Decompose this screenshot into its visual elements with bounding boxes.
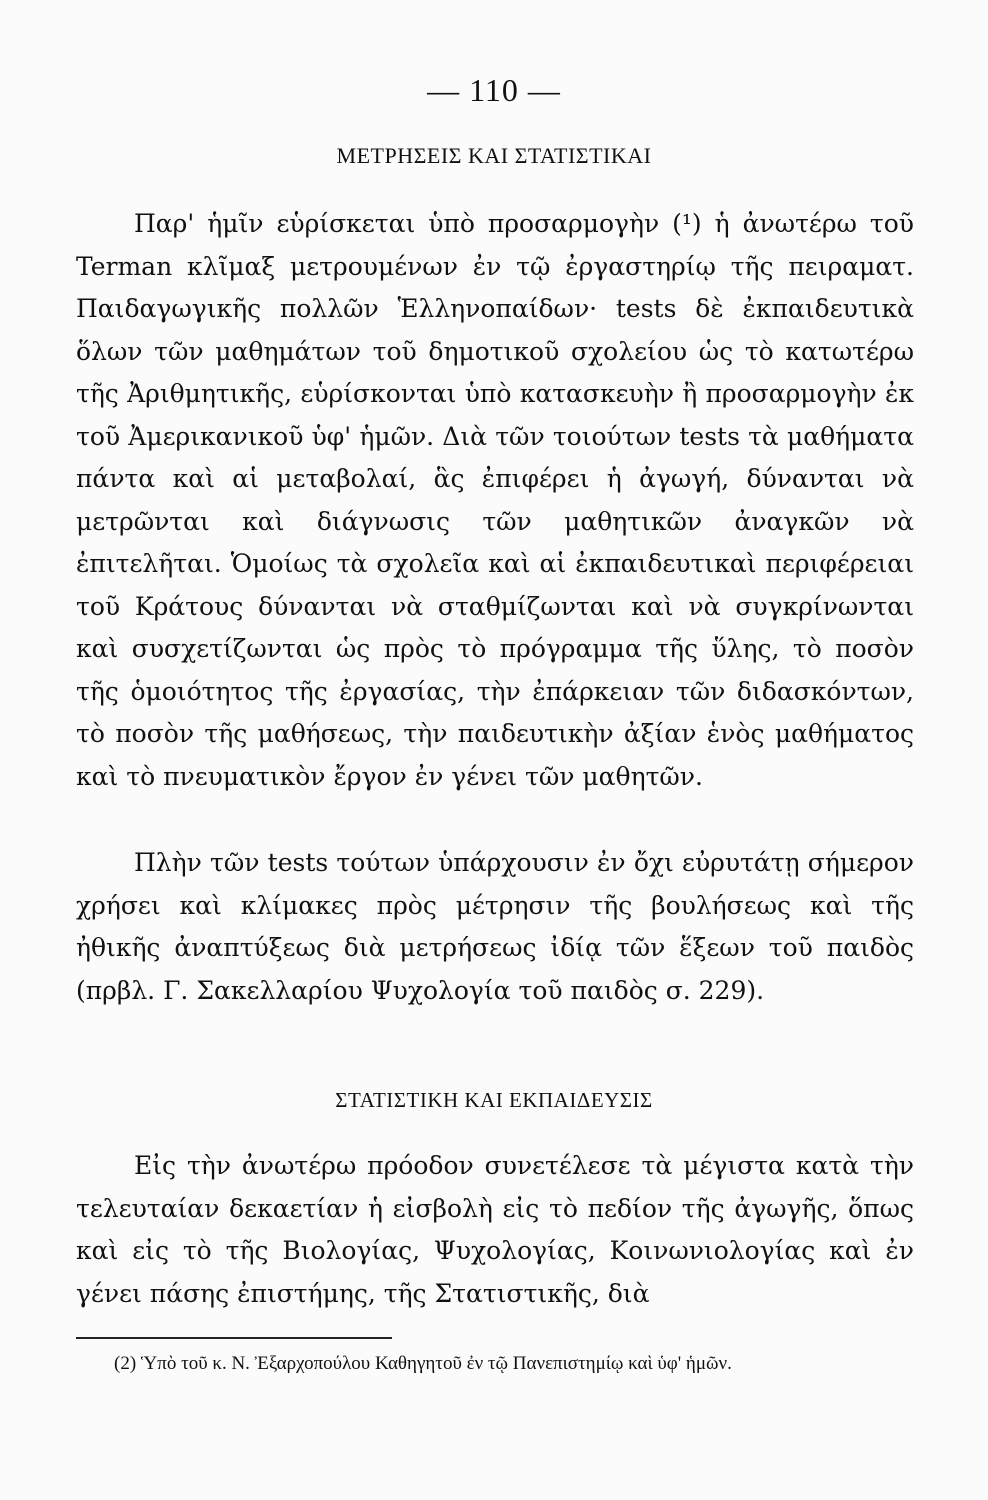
section-paragraph: Εἰς τὴν ἀνωτέρω πρόοδον συνετέλεσε τὰ μέγιστα κατὰ τὴν τελευταίαν δεκαετίαν ἡ εἰσβολὴ εἰς τὸ πεδίον τῆς ἀγωγῆς, ὅπως καὶ εἰς τὸ τῆς Βιολογίας, Ψυχολογίας, Κοινωνιολογίας καὶ ἐν γένει πάσης ἐπιστήμης, τῆς Στατιστικῆς, διὰ — [76, 1151, 914, 1308]
footnote: (2) Ὑπὸ τοῦ κ. Ν. Ἐξαρχοπούλου Καθηγητοῦ ἐν τῷ Πανεπιστημίῳ καὶ ὑφ' ἡμῶν. — [114, 1353, 732, 1374]
section-heading: ΣΤΑΤΙΣΤΙΚΗ ΚΑΙ ΕΚΠΑΙΔΕΥΣΙΣ — [335, 1088, 653, 1112]
running-head: ΜΕΤΡΗΣΕΙΣ ΚΑΙ ΣΤΑΤΙΣΤΙΚΑΙ — [336, 143, 652, 168]
body-paragraph-2: Πλὴν τῶν tests τούτων ὑπάρχουσιν ἐν ὄχι εὐρυτάτῃ σήμερον χρήσει καὶ κλίμακες πρὸς μέτρησιν τῆς βουλήσεως καὶ τῆς ἠθικῆς ἀναπτύξεως διὰ μετρήσεως ἰδίᾳ τῶν ἕξεων τοῦ παιδὸς (πρβλ. Γ. Σακελλαρίου Ψυχολογία τοῦ παιδὸς σ. 229). — [76, 848, 914, 1005]
body-paragraph-1: Παρ' ἡμῖν εὑρίσκεται ὑπὸ προσαρμογὴν (¹) ἡ ἀνωτέρω τοῦ Terman κλῖμαξ μετρουμένων ἐν τῷ ἐργαστηρίῳ τῆς πειραματ. Παιδαγωγικῆς πολλῶν Ἑλληνοπαίδων· tests δὲ ἐκπαιδευτικὰ ὅλων τῶν μαθημάτων τοῦ δημοτικοῦ σχολείου ὡς τὸ κατωτέρω τῆς Ἀριθμητικῆς, εὑρίσκονται ὑπὸ κατασκευὴν ἢ προσαρμογὴν ἐκ τοῦ Ἀμερικανικοῦ ὑφ' ἡμῶν. Διὰ τῶν τοιούτων tests τὰ μαθήματα πάντα καὶ αἱ μεταβολαί, ἃς ἐπιφέρει ἡ ἀγωγή, δύνανται νὰ μετρῶνται καὶ διάγνωσις τῶν μαθητικῶν ἀναγκῶν νὰ ἐπιτελῆται. Ὁμοίως τὰ σχολεῖα καὶ αἱ ἐκπαιδευτικαὶ περιφέρειαι τοῦ Κράτους δύνανται νὰ σταθμίζωνται καὶ νὰ συγκρίνωνται καὶ συσχετίζωνται ὡς πρὸς τὸ πρόγραμμα τῆς ὕλης, τὸ ποσὸν τῆς ὁμοιότητος τῆς ἐργασίας, τὴν ἐπάρκειαν τῶν διδασκόντων, τὸ ποσὸν τῆς μαθήσεως, τὴν παιδευτικὴν ἀξίαν ἑνὸς μαθήματος καὶ τὸ πνευματικὸν ἔργον ἐν γένει τῶν μαθητῶν. — [76, 209, 914, 791]
footnote-rule — [76, 1337, 392, 1339]
page-number: — 110 — — [427, 72, 561, 108]
